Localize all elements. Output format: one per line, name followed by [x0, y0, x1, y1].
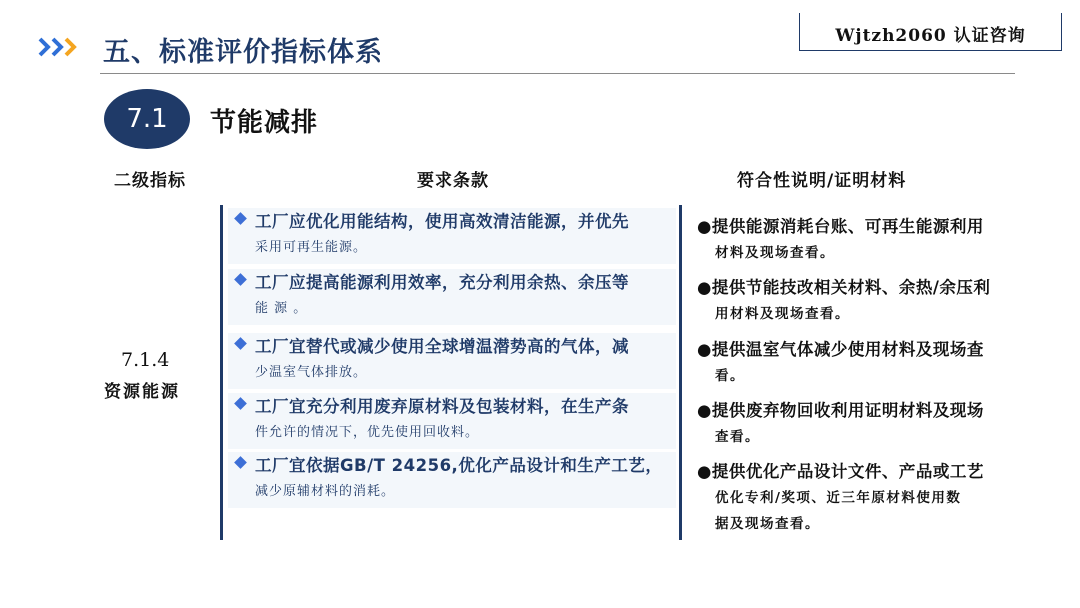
- subsection-number: 7.1: [126, 104, 168, 134]
- requirement-text-continued: 件允许的情况下，优先使用回收料。: [255, 425, 480, 440]
- right-divider-bar: [679, 205, 682, 540]
- evidence-text: ●提供能源消耗台账、可再生能源利用: [697, 217, 984, 236]
- diamond-bullet-icon: [234, 212, 247, 225]
- diamond-bullet-icon: [234, 456, 247, 469]
- evidence-text-continued: 用材料及现场查看。: [715, 306, 850, 322]
- evidence-item: [697, 336, 1037, 384]
- diamond-bullet-icon: [234, 337, 247, 350]
- requirement-text: 工厂宜充分利用废弃原材料及包装材料，在生产条: [255, 397, 629, 416]
- column-header-evidence: 符合性说明/证明材料: [737, 171, 907, 191]
- requirement-item: [228, 269, 676, 325]
- requirement-item: [228, 333, 676, 389]
- evidence-text-continued: 看。: [715, 368, 745, 384]
- indicator-name: 资源能源: [104, 382, 180, 402]
- subsection-badge: [104, 89, 190, 149]
- evidence-text-continued: 查看。: [715, 429, 760, 445]
- evidence-item: [697, 274, 1037, 322]
- subsection-title: 节能减排: [210, 108, 319, 138]
- requirement-text-continued: 能 源 。: [255, 301, 308, 316]
- evidence-text-continued: 优化专利/奖项、近三年原材料使用数: [715, 490, 962, 506]
- requirement-item: [228, 208, 676, 264]
- evidence-item: [697, 213, 1037, 261]
- evidence-text-continued: 据及现场查看。: [715, 516, 820, 532]
- chevron-arrows-icon: [38, 36, 84, 58]
- section-title: 五、标准评价指标体系: [103, 37, 383, 68]
- evidence-text: ●提供温室气体减少使用材料及现场查: [697, 340, 984, 359]
- left-divider-bar: [220, 205, 223, 540]
- requirement-item: [228, 452, 676, 508]
- evidence-item: [697, 397, 1037, 445]
- requirement-text-continued: 少温室气体排放。: [255, 365, 368, 380]
- requirement-text: 工厂应提高能源利用效率，充分利用余热、余压等: [255, 273, 629, 292]
- diamond-bullet-icon: [234, 397, 247, 410]
- header-divider: [100, 73, 1015, 74]
- brand-box: [799, 13, 1062, 51]
- evidence-text: ●提供节能技改相关材料、余热/余压利: [697, 278, 991, 297]
- indicator-code: 7.1.4: [121, 349, 170, 371]
- requirement-item: [228, 393, 676, 449]
- requirement-text: 工厂宜替代或减少使用全球增温潜势高的气体，减: [255, 337, 629, 356]
- evidence-text: ●提供废弃物回收利用证明材料及现场: [697, 401, 984, 420]
- requirement-text-continued: 采用可再生能源。: [255, 240, 368, 255]
- requirement-text: 工厂应优化用能结构，使用高效清洁能源，并优先: [255, 212, 629, 231]
- requirement-text: 工厂宜依据GB/T 24256,优化产品设计和生产工艺，: [255, 456, 663, 475]
- requirement-text-continued: 减少原辅材料的消耗。: [255, 484, 396, 499]
- brand-label: Wjtzh2060 认证咨询: [835, 26, 1026, 46]
- column-header-requirements: 要求条款: [417, 171, 489, 191]
- evidence-text: ●提供优化产品设计文件、产品或工艺: [697, 462, 984, 481]
- diamond-bullet-icon: [234, 273, 247, 286]
- evidence-text-continued: 材料及现场查看。: [715, 245, 835, 261]
- evidence-item: [697, 458, 1037, 532]
- column-header-indicator: 二级指标: [114, 171, 186, 191]
